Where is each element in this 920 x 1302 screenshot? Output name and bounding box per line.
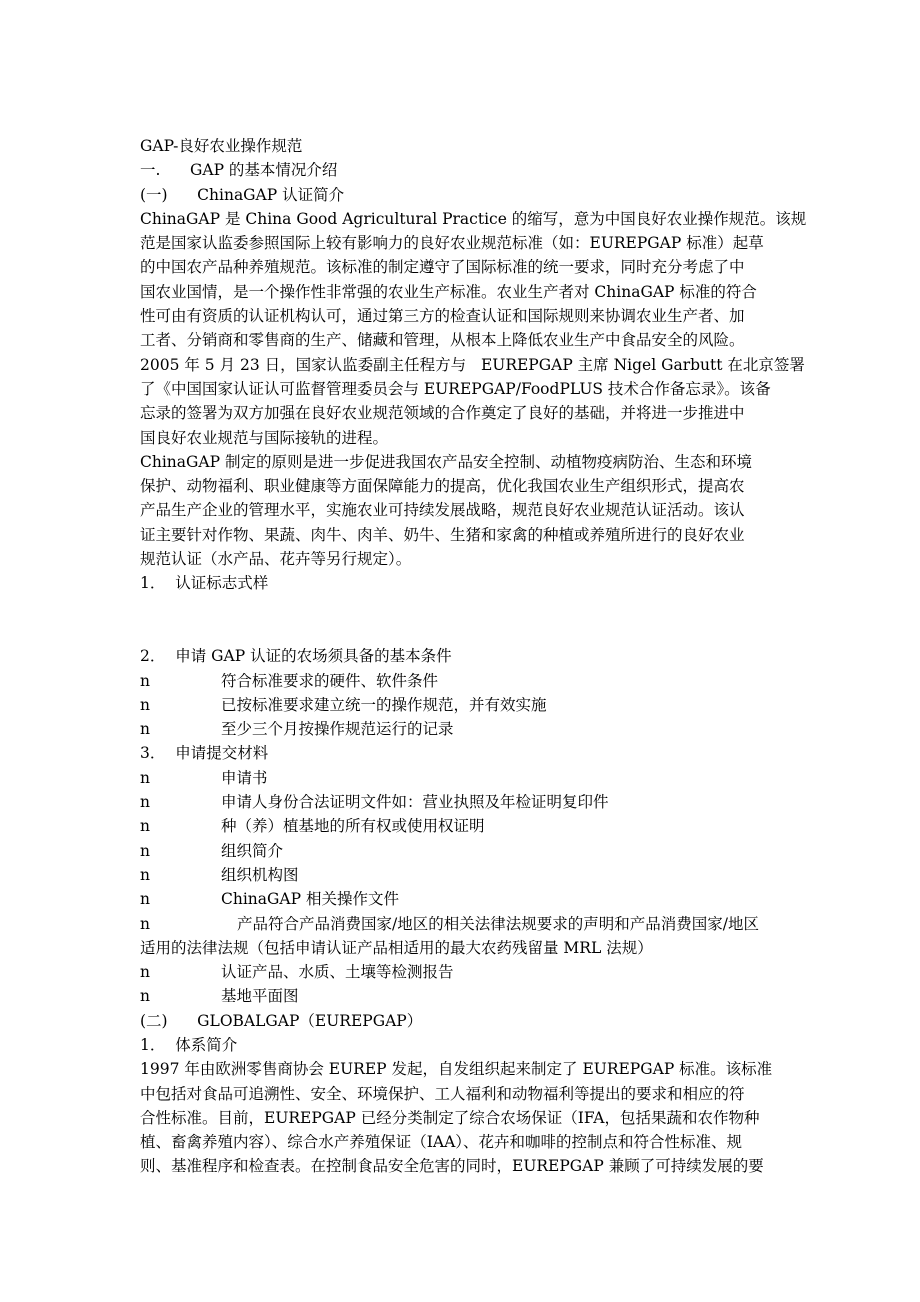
conditions-list [140, 669, 786, 742]
list-item-text: 申请书 [221, 768, 268, 787]
paragraph-line: 的中国农产品种养殖规范。该标准的制定遵守了国际标准的统一要求，同时充分考虑了中 [140, 258, 745, 277]
list-item [140, 669, 786, 693]
bullet-mark: n [140, 841, 150, 860]
paragraph-line: ChinaGAP 是 China Good Agricultural Practice 的缩写，意为中国良好农业操作规范。该规 [140, 209, 807, 228]
logo-placeholder [140, 596, 786, 645]
bullet-mark: n [140, 817, 150, 836]
list-item [140, 693, 786, 717]
list-item-text: 符合标准要求的硬件、软件条件 [221, 671, 439, 690]
paragraph-line: 范是国家认监委参照国际上较有影响力的良好农业规范标准（如：EUREPGAP 标准）起草 [140, 234, 764, 253]
paragraph-line: 规范认证（水产品、花卉等另行规定）。 [140, 550, 412, 569]
list-item [140, 960, 786, 984]
list-item-text: 已按标准要求建立统一的操作规范，并有效实施 [221, 695, 547, 714]
list-item-text: 至少三个月按操作规范运行的记录 [221, 720, 454, 739]
bullet-mark: n [140, 987, 150, 1006]
bullet-mark: n [140, 720, 150, 739]
list-item-text: 组织简介 [221, 841, 284, 860]
list-item [140, 839, 786, 863]
paragraph-line: 则、基准程序和检查表。在控制食品安全危害的同时，EUREPGAP 兼顾了可持续发展的要 [140, 1157, 764, 1176]
list-heading-logo-style: 1． 认证标志式样 [140, 574, 269, 593]
list-item-text: 申请人身份合法证明文件如：营业执照及年检证明复印件 [221, 793, 609, 812]
paragraph-line: 工者、分销商和零售商的生产、储藏和管理，从根本上降低农业生产中食品安全的风险。 [140, 331, 745, 350]
paragraph-memorandum [140, 353, 805, 450]
subsection-heading-globalgap: (二) GLOBALGAP（EUREPGAP） [140, 1011, 423, 1030]
bullet-mark: n [140, 865, 150, 884]
list-item [140, 717, 786, 741]
bullet-mark: n [140, 890, 150, 909]
list-item-text: 产品符合产品消费国家/地区的相关法律法规要求的声明和产品消费国家/地区 [237, 914, 759, 933]
list-item-continuation: 适用的法律法规（包括申请认证产品相适用的最大农药残留量 MRL 法规） [140, 938, 653, 957]
list-item [140, 863, 786, 887]
list-item-long [140, 912, 786, 961]
document-page [140, 134, 807, 1179]
bullet-mark: n [140, 914, 150, 933]
paragraph-eurepgap-intro [140, 1057, 786, 1178]
list-item [140, 984, 786, 1008]
list-item [140, 887, 786, 911]
bullet-mark: n [140, 671, 150, 690]
bullet-mark: n [140, 963, 150, 982]
paragraph-line: 植、畜禽养殖内容）、综合水产养殖保证（IAA）、花卉和咖啡的控制点和符合性标准、规 [140, 1133, 743, 1152]
paragraph-line: 1997 年由欧洲零售商协会 EUREP 发起，自发组织起来制定了 EUREPGAP 标准。该标准 [140, 1060, 773, 1079]
subsection-heading-chinagap: (一) ChinaGAP 认证简介 [140, 185, 345, 204]
list-item-text: 基地平面图 [221, 987, 299, 1006]
list-heading-system-intro: 1． 体系简介 [140, 1035, 238, 1054]
list-item [140, 766, 786, 790]
materials-list [140, 766, 786, 1009]
paragraph-line: 了《中国国家认证认可监督管理委员会与 EUREPGAP/FoodPLUS 技术合作备忘录》。该备 [140, 379, 771, 398]
bullet-mark: n [140, 793, 150, 812]
paragraph-principles [140, 450, 786, 571]
paragraph-line: 保护、动物福利、职业健康等方面保障能力的提高，优化我国农业生产组织形式，提高农 [140, 477, 745, 496]
list-item-text: ChinaGAP 相关操作文件 [221, 890, 399, 909]
paragraph-line: 合性标准。目前，EUREPGAP 已经分类制定了综合农场保证（IFA，包括果蔬和农作物种 [140, 1108, 760, 1127]
paragraph-line: 2005 年 5 月 23 日，国家认监委副主任程方与 EUREPGAP 主席 Nigel Garbutt 在北京签署 [140, 355, 805, 374]
list-heading-materials: 3． 申请提交材料 [140, 744, 269, 763]
paragraph-line: 忘录的签署为双方加强在良好农业规范领域的合作奠定了良好的基础，并将进一步推进中 [140, 404, 745, 423]
paragraph-line: 国农业国情，是一个操作性非常强的农业生产标准。农业生产者对 ChinaGAP 标准的符合 [140, 282, 757, 301]
paragraph-line: 国良好农业规范与国际接轨的进程。 [140, 428, 389, 447]
section-heading-1: 一. GAP 的基本情况介绍 [140, 161, 338, 180]
bullet-mark: n [140, 768, 150, 787]
list-item-text: 种（养）植基地的所有权或使用权证明 [221, 817, 485, 836]
list-item-text: 认证产品、水质、土壤等检测报告 [221, 963, 454, 982]
bullet-mark: n [140, 695, 150, 714]
list-item [140, 814, 786, 838]
paragraph-line: ChinaGAP 制定的原则是进一步促进我国农产品安全控制、动植物疫病防治、生态和环境 [140, 452, 752, 471]
paragraph-line: 证主要针对作物、果蔬、肉牛、肉羊、奶牛、生猪和家禽的种植或养殖所进行的良好农业 [140, 525, 745, 544]
paragraph-chinagap-intro [140, 207, 807, 353]
list-item-text: 组织机构图 [221, 865, 299, 884]
list-item [140, 790, 786, 814]
paragraph-line: 产品生产企业的管理水平，实施农业可持续发展战略，规范良好农业规范认证活动。该认 [140, 501, 745, 520]
paragraph-line: 中包括对食品可追溯性、安全、环境保护、工人福利和动物福利等提出的要求和相应的符 [140, 1084, 745, 1103]
list-heading-conditions: 2． 申请 GAP 认证的农场须具备的基本条件 [140, 647, 452, 666]
document-title: GAP-良好农业操作规范 [140, 137, 303, 155]
paragraph-line: 性可由有资质的认证机构认可，通过第三方的检查认证和国际规则来协调农业生产者、加 [140, 307, 745, 326]
